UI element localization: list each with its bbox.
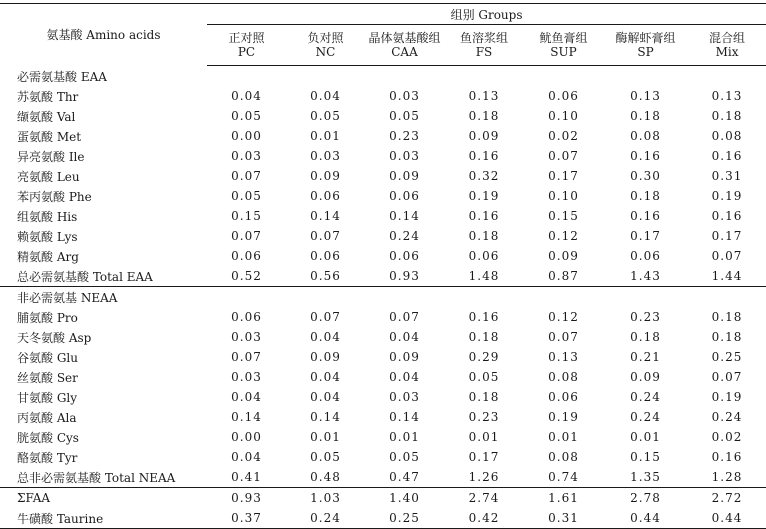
table-row bbox=[0, 186, 766, 206]
cell-mix: 0.16 bbox=[711, 450, 743, 464]
column-header-zh: 正对照 bbox=[228, 31, 265, 45]
cell-sup: 0.07 bbox=[548, 149, 579, 163]
cell-caa: 0.06 bbox=[389, 249, 420, 263]
cell-nc: 0.09 bbox=[310, 169, 341, 183]
table-row bbox=[0, 427, 766, 447]
cell-mix: 2.72 bbox=[711, 491, 743, 505]
cell-sp: 1.43 bbox=[603, 266, 688, 287]
cell-fs: 0.29 bbox=[468, 350, 500, 364]
column-header-en: PC bbox=[237, 45, 256, 59]
cell-sp: 2.78 bbox=[630, 491, 661, 505]
cell-sp: 0.15 bbox=[630, 450, 661, 464]
cell-nc: 0.14 bbox=[310, 410, 341, 424]
row-label: 谷氨酸 Glu bbox=[17, 350, 78, 365]
cell-pc: 0.14 bbox=[231, 410, 262, 424]
row-label: 精氨酸 Arg bbox=[17, 249, 79, 264]
cell-caa: 0.24 bbox=[389, 229, 420, 243]
row-label: 亮氨酸 Leu bbox=[17, 169, 80, 184]
column-header-zh: 鱿鱼膏组 bbox=[539, 31, 588, 45]
cell-sp: 0.24 bbox=[630, 390, 661, 404]
cell-sup: 0.01 bbox=[548, 430, 579, 444]
cell-fs: 0.18 bbox=[468, 229, 500, 243]
column-header-en: Mix bbox=[715, 45, 739, 59]
cell-fs: 0.23 bbox=[468, 410, 500, 424]
cell-sup: 0.06 bbox=[548, 89, 579, 103]
cell-caa: 0.04 bbox=[389, 330, 420, 344]
table-row bbox=[0, 166, 766, 186]
cell-mix: 0.18 bbox=[711, 109, 743, 123]
cell-sp: 1.35 bbox=[603, 467, 688, 488]
column-header-en: SUP bbox=[550, 45, 577, 59]
cell-pc: 0.07 bbox=[231, 350, 262, 364]
cell-mix: 0.02 bbox=[711, 430, 743, 444]
row-label: 蛋氨酸 Met bbox=[17, 129, 82, 144]
cell-sup: 0.08 bbox=[548, 370, 579, 384]
table-row bbox=[0, 226, 766, 246]
cell-caa: 0.05 bbox=[389, 450, 420, 464]
cell-nc: 0.14 bbox=[310, 209, 341, 223]
cell-fs: 0.18 bbox=[468, 109, 500, 123]
cell-pc: 0.00 bbox=[231, 129, 262, 143]
cell-mix: 0.13 bbox=[711, 89, 743, 103]
cell-mix: 0.16 bbox=[711, 209, 743, 223]
table-row bbox=[0, 146, 766, 166]
table-row bbox=[0, 508, 766, 529]
cell-nc: 0.07 bbox=[310, 229, 341, 243]
cell-nc: 0.06 bbox=[310, 189, 341, 203]
table-row bbox=[0, 206, 766, 226]
section-header-row bbox=[0, 66, 766, 87]
row-label: 总非必需氨基酸 Total NEAA bbox=[0, 467, 207, 488]
table-row bbox=[0, 407, 766, 427]
cell-sup: 0.19 bbox=[548, 410, 579, 424]
cell-caa: 0.03 bbox=[389, 89, 420, 103]
column-header-en: CAA bbox=[391, 45, 418, 59]
cell-caa: 0.03 bbox=[389, 390, 420, 404]
cell-mix: 0.19 bbox=[711, 390, 743, 404]
cell-pc: 0.06 bbox=[231, 249, 262, 263]
cell-sup: 0.15 bbox=[548, 209, 579, 223]
cell-fs: 2.74 bbox=[468, 491, 500, 505]
row-label: 组氨酸 His bbox=[17, 209, 78, 224]
cell-pc: 0.00 bbox=[231, 430, 262, 444]
row-label: 胱氨酸 Cys bbox=[17, 430, 79, 445]
cell-fs: 0.06 bbox=[468, 249, 500, 263]
cell-pc: 0.04 bbox=[231, 390, 262, 404]
cell-caa: 0.04 bbox=[389, 370, 420, 384]
cell-caa: 0.06 bbox=[389, 189, 420, 203]
cell-caa: 0.09 bbox=[389, 169, 420, 183]
column-header-nc bbox=[286, 25, 365, 66]
cell-mix: 0.18 bbox=[711, 330, 743, 344]
cell-pc: 0.37 bbox=[207, 508, 286, 529]
cell-sp: 0.01 bbox=[630, 430, 661, 444]
cell-mix: 0.18 bbox=[711, 310, 743, 324]
column-header-fs bbox=[444, 25, 524, 66]
cell-mix: 0.17 bbox=[711, 229, 743, 243]
cell-pc: 0.03 bbox=[231, 370, 262, 384]
cell-caa: 0.23 bbox=[389, 129, 420, 143]
cell-fs: 0.18 bbox=[468, 390, 500, 404]
cell-nc: 0.04 bbox=[310, 89, 341, 103]
cell-sup: 0.31 bbox=[524, 508, 603, 529]
cell-caa: 0.05 bbox=[389, 109, 420, 123]
cell-pc: 0.05 bbox=[231, 109, 262, 123]
cell-caa: 0.01 bbox=[389, 430, 420, 444]
cell-sup: 0.13 bbox=[548, 350, 579, 364]
cell-fs: 0.09 bbox=[468, 129, 500, 143]
cell-nc: 0.04 bbox=[310, 370, 341, 384]
table-row bbox=[0, 86, 766, 106]
cell-sup: 1.61 bbox=[548, 491, 579, 505]
cell-fs: 1.26 bbox=[444, 467, 524, 488]
cell-sp: 0.23 bbox=[630, 310, 661, 324]
column-header-zh: 晶体氨基酸组 bbox=[368, 31, 441, 45]
cell-caa: 0.14 bbox=[389, 209, 420, 223]
cell-fs: 0.19 bbox=[468, 189, 500, 203]
cell-pc: 0.07 bbox=[231, 169, 262, 183]
cell-nc: 0.07 bbox=[310, 310, 341, 324]
amino-acid-table bbox=[0, 3, 766, 529]
column-header-sp bbox=[603, 25, 688, 66]
row-label: 天冬氨酸 Asp bbox=[17, 330, 92, 345]
table-row bbox=[0, 106, 766, 126]
row-label: 赖氨酸 Lys bbox=[17, 229, 78, 244]
cell-fs: 0.16 bbox=[468, 310, 500, 324]
cell-caa: 0.09 bbox=[389, 350, 420, 364]
cell-mix: 0.08 bbox=[711, 129, 743, 143]
cell-sup: 0.08 bbox=[548, 450, 579, 464]
cell-sp: 0.21 bbox=[630, 350, 661, 364]
row-label: 丝氨酸 Ser bbox=[17, 370, 78, 385]
cell-pc: 0.04 bbox=[231, 89, 262, 103]
cell-mix: 1.28 bbox=[688, 467, 766, 488]
cell-sup: 0.12 bbox=[548, 310, 579, 324]
cell-sp: 0.16 bbox=[630, 149, 661, 163]
cell-sp: 0.16 bbox=[630, 209, 661, 223]
cell-mix: 0.19 bbox=[711, 189, 743, 203]
column-header-sup bbox=[524, 25, 603, 66]
cell-nc: 1.03 bbox=[310, 491, 341, 505]
table-row bbox=[0, 246, 766, 266]
cell-mix: 0.25 bbox=[711, 350, 743, 364]
cell-caa: 1.40 bbox=[389, 491, 420, 505]
cell-sp: 0.18 bbox=[630, 189, 661, 203]
total-row bbox=[0, 467, 766, 488]
cell-sup: 0.10 bbox=[548, 109, 579, 123]
cell-nc: 0.06 bbox=[310, 249, 341, 263]
column-header-zh: 混合组 bbox=[709, 31, 746, 45]
table-row bbox=[0, 327, 766, 347]
row-label: 异亮氨酸 Ile bbox=[17, 149, 85, 164]
cell-fs: 0.18 bbox=[468, 330, 500, 344]
cell-sup: 0.17 bbox=[548, 169, 579, 183]
section-title: 必需氨基酸 EAA bbox=[17, 69, 107, 84]
cell-sp: 0.24 bbox=[630, 410, 661, 424]
cell-fs: 0.01 bbox=[468, 430, 500, 444]
cell-pc: 0.07 bbox=[231, 229, 262, 243]
cell-pc: 0.93 bbox=[231, 491, 262, 505]
column-header-zh: 负对照 bbox=[307, 31, 344, 45]
cell-nc: 0.01 bbox=[310, 129, 341, 143]
cell-sup: 0.87 bbox=[524, 266, 603, 287]
cell-pc: 0.03 bbox=[231, 149, 262, 163]
column-header-mix bbox=[688, 25, 766, 66]
cell-mix: 0.44 bbox=[688, 508, 766, 529]
cell-fs: 1.48 bbox=[444, 266, 524, 287]
cell-fs: 0.16 bbox=[468, 209, 500, 223]
cell-nc: 0.24 bbox=[286, 508, 365, 529]
cell-nc: 0.04 bbox=[310, 330, 341, 344]
row-label: 甘氨酸 Gly bbox=[17, 390, 78, 405]
cell-nc: 0.48 bbox=[286, 467, 365, 488]
cell-fs: 0.42 bbox=[444, 508, 524, 529]
cell-caa: 0.07 bbox=[389, 310, 420, 324]
cell-pc: 0.06 bbox=[231, 310, 262, 324]
cell-caa: 0.93 bbox=[365, 266, 444, 287]
cell-caa: 0.25 bbox=[365, 508, 444, 529]
cell-sup: 0.02 bbox=[548, 129, 579, 143]
cell-sup: 0.09 bbox=[548, 249, 579, 263]
cell-pc: 0.15 bbox=[231, 209, 262, 223]
table-row bbox=[0, 347, 766, 367]
cell-mix: 0.24 bbox=[711, 410, 743, 424]
cell-caa: 0.47 bbox=[365, 467, 444, 488]
total-row bbox=[0, 266, 766, 287]
table-row bbox=[0, 488, 766, 509]
table-row bbox=[0, 126, 766, 146]
cell-sup: 0.07 bbox=[548, 330, 579, 344]
cell-sup: 0.74 bbox=[524, 467, 603, 488]
column-header-en: FS bbox=[475, 45, 493, 59]
cell-sp: 0.13 bbox=[630, 89, 661, 103]
cell-caa: 0.03 bbox=[389, 149, 420, 163]
cell-mix: 0.31 bbox=[711, 169, 743, 183]
cell-fs: 0.32 bbox=[468, 169, 500, 183]
cell-pc: 0.05 bbox=[231, 189, 262, 203]
cell-sp: 0.09 bbox=[630, 370, 661, 384]
cell-sup: 0.12 bbox=[548, 229, 579, 243]
cell-sp: 0.18 bbox=[630, 109, 661, 123]
cell-nc: 0.05 bbox=[310, 109, 341, 123]
column-header-en: SP bbox=[637, 45, 654, 59]
section-title: 非必需氨基 NEAA bbox=[17, 290, 118, 305]
table-row bbox=[0, 367, 766, 387]
row-label: ΣFAA bbox=[17, 491, 51, 505]
table-row bbox=[0, 447, 766, 467]
cell-sup: 0.06 bbox=[548, 390, 579, 404]
cell-nc: 0.01 bbox=[310, 430, 341, 444]
row-label: 缬氨酸 Val bbox=[17, 109, 76, 124]
column-header-zh: 酶解虾膏组 bbox=[615, 31, 676, 45]
cell-mix: 0.07 bbox=[711, 370, 743, 384]
cell-sp: 0.44 bbox=[603, 508, 688, 529]
cell-fs: 0.16 bbox=[468, 149, 500, 163]
cell-pc: 0.04 bbox=[231, 450, 262, 464]
cell-pc: 0.03 bbox=[231, 330, 262, 344]
row-label: 脯氨酸 Pro bbox=[17, 310, 78, 325]
column-header-pc bbox=[207, 25, 286, 66]
table-row bbox=[0, 307, 766, 327]
cell-nc: 0.03 bbox=[310, 149, 341, 163]
cell-sp: 0.17 bbox=[630, 229, 661, 243]
cell-pc: 0.52 bbox=[207, 266, 286, 287]
cell-pc: 0.41 bbox=[207, 467, 286, 488]
cell-nc: 0.05 bbox=[310, 450, 341, 464]
cell-mix: 0.16 bbox=[711, 149, 743, 163]
groups-header: 组别 Groups bbox=[207, 4, 766, 25]
row-label: 总必需氨基酸 Total EAA bbox=[0, 266, 207, 287]
table-row bbox=[0, 387, 766, 407]
row-label: 苏氨酸 Thr bbox=[17, 89, 79, 104]
cell-sp: 0.18 bbox=[630, 330, 661, 344]
row-label: 丙氨酸 Ala bbox=[17, 410, 77, 425]
column-header-caa bbox=[365, 25, 444, 66]
row-label: 苯丙氨酸 Phe bbox=[17, 189, 92, 204]
cell-nc: 0.09 bbox=[310, 350, 341, 364]
column-header-zh: 鱼溶浆组 bbox=[459, 31, 508, 45]
cell-nc: 0.04 bbox=[310, 390, 341, 404]
cell-fs: 0.13 bbox=[468, 89, 500, 103]
section-header-row bbox=[0, 287, 766, 308]
amino-acids-header: 氨基酸 Amino acids bbox=[0, 4, 207, 66]
cell-mix: 0.07 bbox=[711, 249, 743, 263]
cell-caa: 0.14 bbox=[389, 410, 420, 424]
cell-fs: 0.17 bbox=[468, 450, 500, 464]
cell-sp: 0.06 bbox=[630, 249, 661, 263]
column-header-en: NC bbox=[315, 45, 336, 59]
cell-fs: 0.05 bbox=[468, 370, 500, 384]
row-label: 酪氨酸 Tyr bbox=[17, 450, 78, 465]
cell-sup: 0.10 bbox=[548, 189, 579, 203]
cell-mix: 1.44 bbox=[688, 266, 766, 287]
row-label: 牛磺酸 Taurine bbox=[0, 508, 207, 529]
cell-nc: 0.56 bbox=[286, 266, 365, 287]
cell-sp: 0.30 bbox=[630, 169, 661, 183]
cell-sp: 0.08 bbox=[630, 129, 661, 143]
